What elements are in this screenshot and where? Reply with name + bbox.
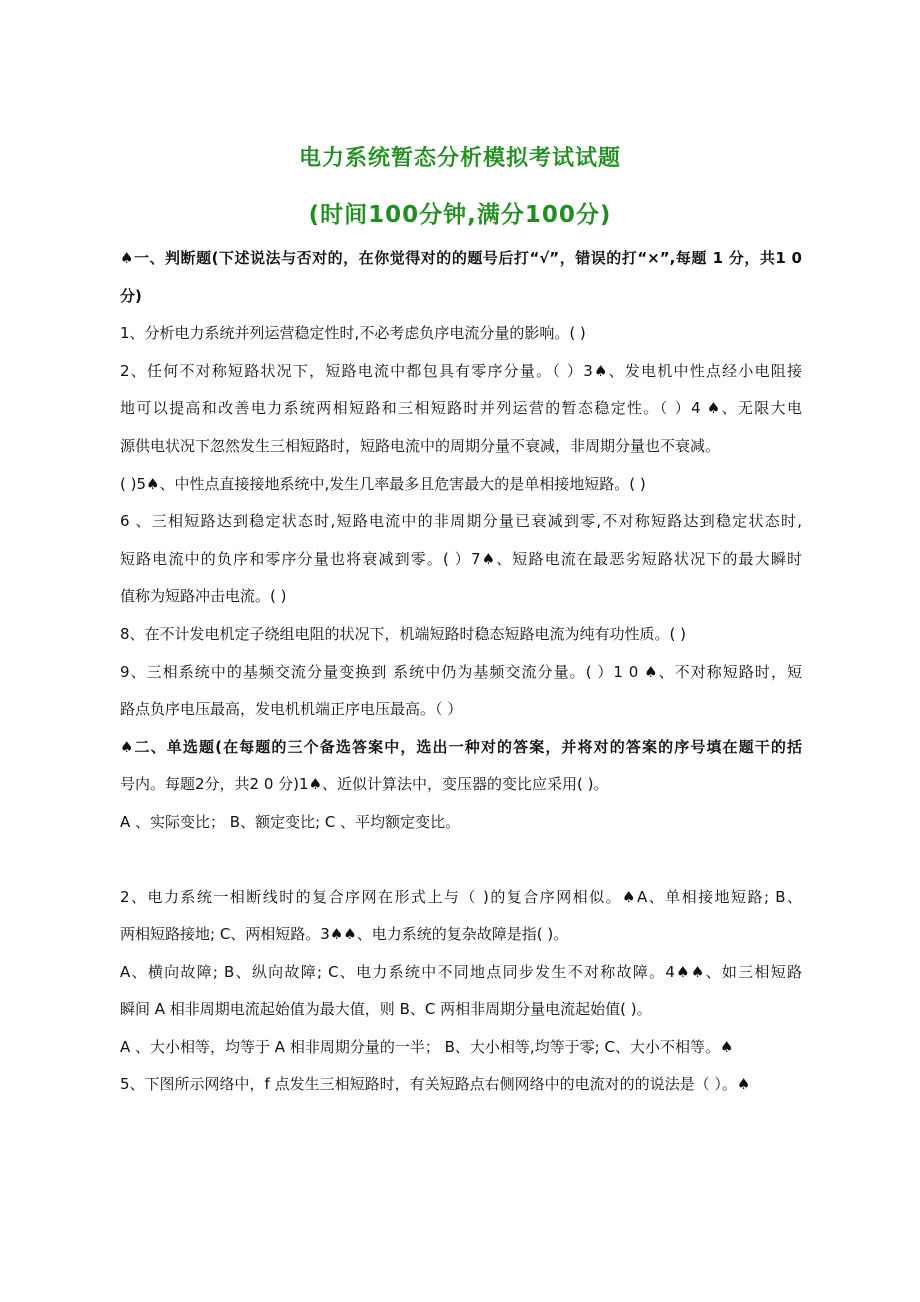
document-title: 电力系统暂态分析模拟考试试题 xyxy=(298,146,621,171)
document-body xyxy=(120,240,802,1104)
question-line: 地可以提高和改善电力系统两相短路和三相短路时并列运营的暂态稳定性。（ ）4 ♠、无限大电 xyxy=(120,399,802,418)
section-heading-single-choice: ♠二、单选题(在每题的三个备选答案中，选出一种对的答案，并将对的答案的序号填在题干的括 xyxy=(120,737,802,756)
question-line: 2、任何不对称短路状况下，短路电流中都包具有零序分量。（ ）3♠、发电机中性点经小电阻接 xyxy=(120,361,802,380)
question-line: 9、三相系统中的基频交流分量变换到 系统中仍为基频交流分量。( ）1 0 ♠、不对称短路时，短 xyxy=(120,662,802,681)
question-line: 短路电流中的负序和零序分量也将衰减到零。( ）7♠、短路电流在最恶劣短路状况下的最大瞬时 xyxy=(120,549,802,568)
question-options: A 、实际变比； B、额定变比; C 、平均额定变比。 xyxy=(120,812,461,831)
question-line: 瞬间 A 相非周期电流起始值为最大值，则 B、C 两相非周期分量电流起始值( )。 xyxy=(120,1000,652,1019)
question-line: 号内。每题2分，共2 0 分)1♠、近似计算法中，变压器的变比应采用( )。 xyxy=(120,775,609,794)
question-line: 值称为短路冲击电流。( ) xyxy=(120,587,287,606)
question-line: 5、下图所示网络中，f 点发生三相短路时，有关短路点右侧网络中的电流对的的说法是（ ）。♠ xyxy=(120,1075,751,1094)
question-line: 路点负序电压最高，发电机机端正序电压最高。（ ） xyxy=(120,700,463,719)
question-options: A 、大小相等，均等于 A 相非周期分量的一半； B、大小相等,均等于零; C、大小不相等。♠ xyxy=(120,1037,734,1056)
question-line: A、横向故障; B、纵向故障; C、电力系统中不同地点同步发生不对称故障。4♠♠、如三相短路 xyxy=(120,962,802,981)
question-line: 2、电力系统一相断线时的复合序网在形式上与（ )的复合序网相似。♠A、单相接地短路; B、 xyxy=(120,887,802,906)
question-line: 两相短路接地; C、两相短路。3♠♠、电力系统的复杂故障是指( )。 xyxy=(120,925,569,944)
section-heading-judgment: ♠一、判断题(下述说法与否对的，在你觉得对的的题号后打“√”，错误的打“×”,每题 1 分，共1 0 xyxy=(120,249,802,267)
question-line: 源供电状况下忽然发生三相短路时，短路电流中的周期分量不衰减，非周期分量也不衰减。 xyxy=(120,436,721,455)
text-line: 分) xyxy=(120,286,142,305)
blank-line xyxy=(120,842,802,879)
question-line: 8、在不计发电机定子绕组电阻的状况下，机端短路时稳态短路电流为纯有功性质。( ) xyxy=(120,624,687,643)
question-line: ( )5♠、中性点直接接地系统中,发生几率最多且危害最大的是单相接地短路。( ) xyxy=(120,474,646,493)
document-subtitle: (时间100分钟,满分100分) xyxy=(308,202,612,228)
question-line: 1、分析电力系统并列运营稳定性时,不必考虑负序电流分量的影响。( ) xyxy=(120,324,586,343)
question-line: 6 、三相短路达到稳定状态时,短路电流中的非周期分量已衰减到零,不对称短路达到稳定状态时, xyxy=(120,512,802,531)
